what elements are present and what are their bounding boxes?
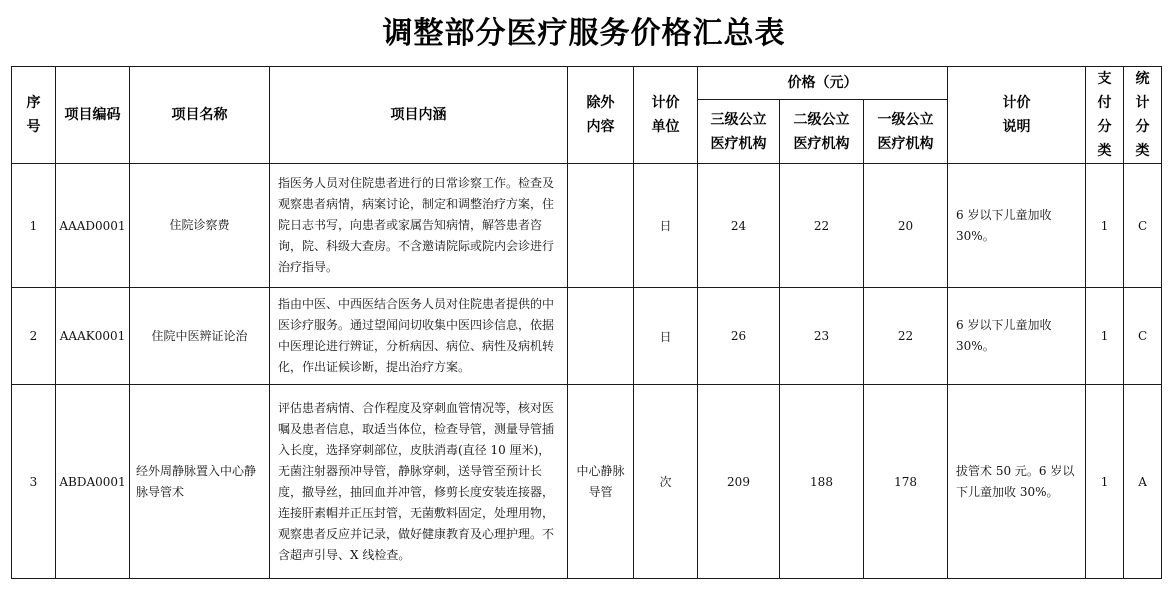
cell-stat: A [1124, 385, 1162, 579]
cell-payment: 1 [1086, 385, 1124, 579]
header-payment: 支付分类 [1086, 67, 1124, 164]
cell-price-level3: 24 [698, 164, 780, 288]
header-stat: 统计分类 [1124, 67, 1162, 164]
cell-price-level1: 20 [864, 164, 948, 288]
cell-unit: 日 [634, 288, 698, 385]
cell-code: AAAD0001 [56, 164, 130, 288]
header-excluded: 除外内容 [568, 67, 634, 164]
cell-payment: 1 [1086, 164, 1124, 288]
cell-name: 住院中医辨证论治 [130, 288, 270, 385]
header-price-group: 价格（元） [698, 67, 948, 100]
cell-price-level3: 26 [698, 288, 780, 385]
cell-seq: 2 [12, 288, 56, 385]
cell-content: 评估患者病情、合作程度及穿刺血管情况等，核对医嘱及患者信息，取适当体位，检查导管，测量导管插入长度，选择穿刺部位，皮肤消毒(直径 10 厘米)，无菌注射器预冲导管，静脉穿刺，送导管至预计长度，撤导丝，抽回血并冲管，修剪长度安装连接器，连接肝素帽并正压封管，无菌敷料固定，处理用物，观察患者反应并记录，做好健康教育及心理护理。不含超声引导、X 线检查。 [270, 385, 568, 579]
cell-excluded [568, 164, 634, 288]
cell-content: 指由中医、中西医结合医务人员对住院患者提供的中医诊疗服务。通过望闻问切收集中医四诊信息，依据中医理论进行辨证，分析病因、病位、病性及病机转化，作出证候诊断，提出治疗方案。 [270, 288, 568, 385]
header-seq: 序号 [12, 67, 56, 164]
table-row [12, 164, 1162, 288]
cell-unit: 日 [634, 164, 698, 288]
header-note: 计价说明 [948, 67, 1086, 164]
cell-code: ABDA0001 [56, 385, 130, 579]
table-row [12, 288, 1162, 385]
header-code: 项目编码 [56, 67, 130, 164]
header-content: 项目内涵 [270, 67, 568, 164]
cell-price-level1: 178 [864, 385, 948, 579]
cell-unit: 次 [634, 385, 698, 579]
header-name: 项目名称 [130, 67, 270, 164]
cell-stat: C [1124, 164, 1162, 288]
cell-name: 住院诊察费 [130, 164, 270, 288]
header-row-1 [12, 67, 1162, 100]
cell-name: 经外周静脉置入中心静脉导管术 [130, 385, 270, 579]
cell-code: AAAK0001 [56, 288, 130, 385]
header-price-level1: 一级公立医疗机构 [864, 100, 948, 164]
table-row [12, 385, 1162, 579]
cell-price-level2: 23 [780, 288, 864, 385]
cell-price-level2: 22 [780, 164, 864, 288]
cell-note: 6 岁以下儿童加收 30%。 [948, 164, 1086, 288]
cell-seq: 1 [12, 164, 56, 288]
cell-price-level2: 188 [780, 385, 864, 579]
cell-price-level1: 22 [864, 288, 948, 385]
cell-note: 6 岁以下儿童加收 30%。 [948, 288, 1086, 385]
cell-price-level3: 209 [698, 385, 780, 579]
header-unit: 计价单位 [634, 67, 698, 164]
header-price-level3: 三级公立医疗机构 [698, 100, 780, 164]
cell-stat: C [1124, 288, 1162, 385]
cell-content: 指医务人员对住院患者进行的日常诊察工作。检查及观察患者病情，病案讨论，制定和调整治疗方案，住院日志书写，向患者或家属告知病情，解答患者咨询，院、科级大查房。不含邀请院际或院内会诊进行治疗指导。 [270, 164, 568, 288]
page-title: 调整部分医疗服务价格汇总表 [382, 16, 786, 51]
header-price-level2: 二级公立医疗机构 [780, 100, 864, 164]
price-table [11, 66, 1162, 579]
cell-note: 拔管术 50 元。6 岁以下儿童加收 30%。 [948, 385, 1086, 579]
cell-excluded: 中心静脉导管 [568, 385, 634, 579]
cell-payment: 1 [1086, 288, 1124, 385]
cell-excluded [568, 288, 634, 385]
cell-seq: 3 [12, 385, 56, 579]
